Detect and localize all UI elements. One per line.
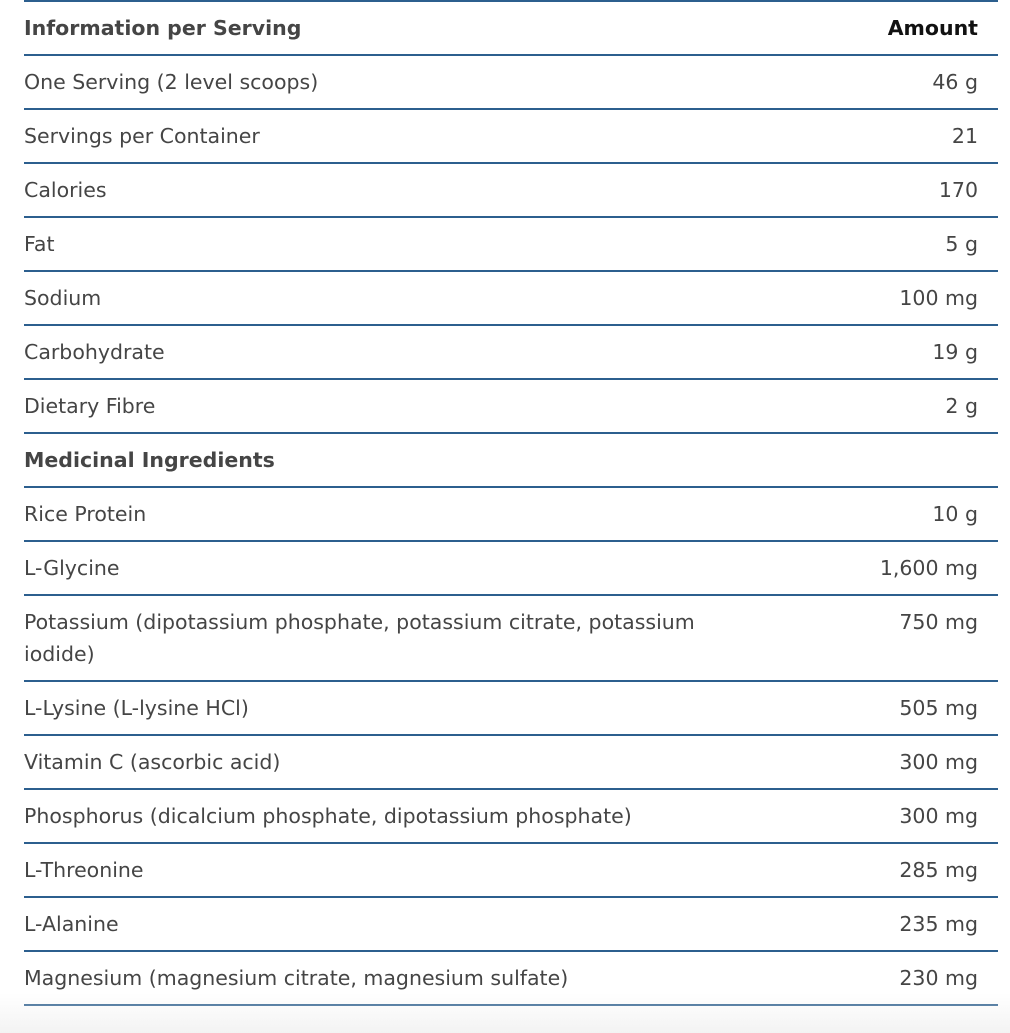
nutrient-amount: 235 mg [778,897,998,951]
nutrient-name: Potassium (dipotassium phosphate, potassium citrate, potassium iodide) [24,595,778,681]
nutrient-amount: 100 mg [778,271,998,325]
table-row [24,379,998,433]
section-heading: Medicinal Ingredients [24,433,778,487]
nutrient-amount: 285 mg [778,843,998,897]
nutrient-name: Fat [24,217,778,271]
section-row [24,433,998,487]
nutrient-name: L-Glycine [24,541,778,595]
nutrient-amount: 1,600 mg [778,541,998,595]
nutrient-amount: 750 mg [778,595,998,681]
table-header-row [24,1,998,55]
nutrient-amount: 5 g [778,217,998,271]
table-row [24,55,998,109]
table-row [24,487,998,541]
nutrition-table [24,0,998,1006]
table-row [24,681,998,735]
table-row [24,271,998,325]
nutrient-name: Dietary Fibre [24,379,778,433]
table-row [24,595,998,681]
header-label: Information per Serving [24,1,778,55]
table-row [24,951,998,1005]
table-row [24,109,998,163]
table-row [24,325,998,379]
header-amount: Amount [778,1,998,55]
nutrient-name: Vitamin C (ascorbic acid) [24,735,778,789]
nutrient-name: Servings per Container [24,109,778,163]
nutrient-amount: 230 mg [778,951,998,1005]
nutrient-name: Calories [24,163,778,217]
table-row [24,789,998,843]
nutrient-name: Phosphorus (dicalcium phosphate, dipotassium phosphate) [24,789,778,843]
nutrient-amount: 170 [778,163,998,217]
table-row [24,843,998,897]
nutrient-amount: 19 g [778,325,998,379]
nutrient-amount: 2 g [778,379,998,433]
nutrient-name: Sodium [24,271,778,325]
nutrient-name: Magnesium (magnesium citrate, magnesium sulfate) [24,951,778,1005]
nutrient-amount: 300 mg [778,789,998,843]
nutrient-amount: 300 mg [778,735,998,789]
nutrient-name: Rice Protein [24,487,778,541]
section-amount-empty [778,433,998,487]
nutrient-amount: 21 [778,109,998,163]
nutrient-name: L-Threonine [24,843,778,897]
table-row [24,541,998,595]
table-row [24,217,998,271]
nutrient-amount: 10 g [778,487,998,541]
nutrient-amount: 46 g [778,55,998,109]
table-row [24,163,998,217]
table-row [24,897,998,951]
nutrient-name: Carbohydrate [24,325,778,379]
nutrient-amount: 505 mg [778,681,998,735]
table-row [24,735,998,789]
nutrient-name: One Serving (2 level scoops) [24,55,778,109]
nutrient-name: L-Lysine (L-lysine HCl) [24,681,778,735]
nutrient-name: L-Alanine [24,897,778,951]
